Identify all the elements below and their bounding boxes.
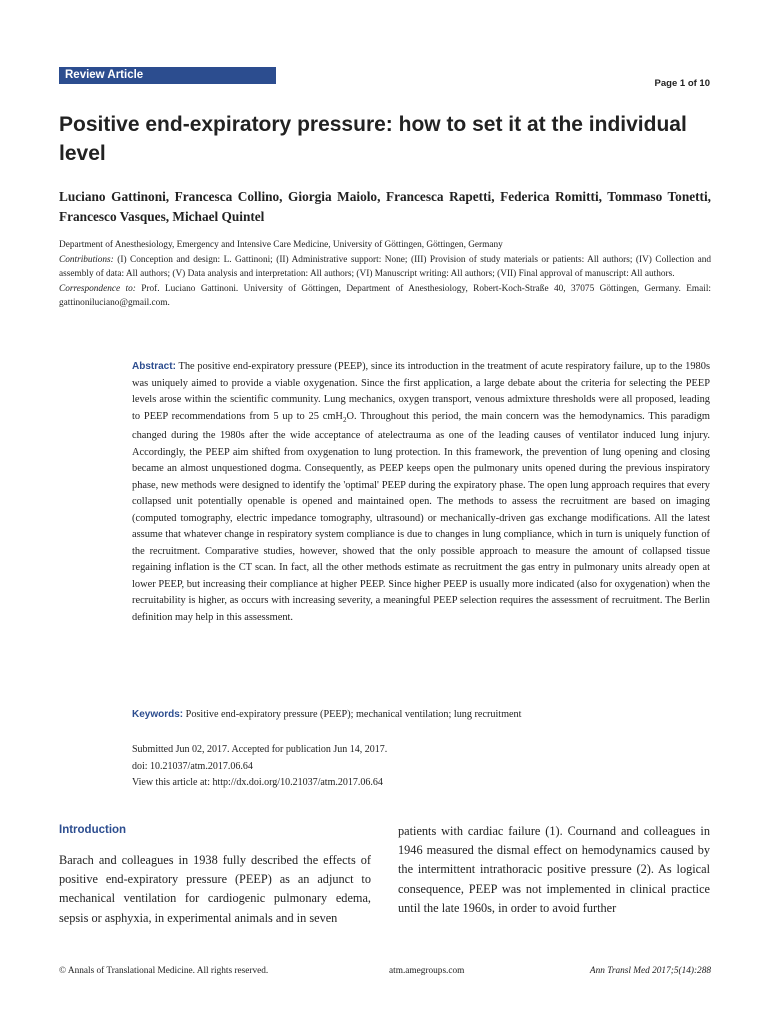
keywords-label: Keywords:: [132, 709, 184, 720]
keywords-text: Positive end-expiratory pressure (PEEP); mechanical ventilation; lung recruitment: [185, 709, 522, 720]
author-list: Luciano Gattinoni, Francesca Collino, Giorgia Maiolo, Francesca Rapetti, Federica Romitti, Tommaso Tonetti, Francesco Vasques, Michael Quintel: [59, 189, 711, 224]
page-number: Page 1 of 10: [654, 78, 710, 89]
copyright: © Annals of Translational Medicine. All rights reserved.: [59, 966, 269, 976]
abstract-text-2: O. Throughout this period, the main concern was the hemodynamics. This paradigm changed during the 1980s after the wide acceptance of atelectrauma as one of the leading causes of ventilator induced lung injury. Accordingly, the PEEP aim shifted from oxygenation to lung protection. In this framework, the prevention of lung opening and closing became an almost unquestioned dogma. Consequently, as PEEP keeps open the pulmonary units opened during the previous inspiratory phase, new methods were designed to identify the 'optimal' PEEP during the expiratory phase. The open lung approach requires that every collapsed unit potentially openable is opened and maintained open. The methods to assess the recruitment are based on imaging (computed tomography, electric impedance tomography, ultrasound) or mechanically-driven gas exchange modifications. All the latest assume that whatever change in respiratory system compliance is due to changes in lung compliance, which in turn is uniquely function of the recruitment. Comparative studies, however, showed that the only possible approach to measure the amount of collapsed tissue regaining inflation is the CT scan. In fact, all the other methods estimate as recruitment the gas entry in pulmonary units already open at lower PEEP, but increasing their compliance at higher PEEP. Since higher PEEP is usually more indicated (also for oxygenation) when the recruitability is higher, as occurs with increasing severity, a meaningful PEEP selection requires the assessment of recruitment. The Berlin definition may help in this assessment.: [132, 410, 710, 623]
journal-site-link[interactable]: atm.amegroups.com: [389, 966, 465, 976]
abstract-subscript: 2: [342, 415, 347, 424]
body-paragraph: patients with cardiac failure (1). Cournand and colleagues in 1946 measured the dismal effect on hemodynamics caused by the intermittent intrathoracic positive pressure (2). As logical consequence, PEEP was not implemented in clinical practice until the late 1960s, in order to avoid further: [398, 824, 710, 915]
article-link[interactable]: View this article at: http://dx.doi.org/10.21037/atm.2017.06.64: [132, 777, 383, 788]
correspondence-label: Correspondence to:: [59, 283, 136, 294]
body-column-left: [59, 851, 371, 928]
correspondence-text: Prof. Luciano Gattinoni. University of Göttingen, Department of Anesthesiology, Robert-Koch-Straße 40, 37075 Göttingen, Germany. Email: gattinoniluciano@gmail.com.: [59, 283, 711, 309]
article-type-badge: Review Article: [59, 67, 276, 84]
article-title: Positive end-expiratory pressure: how to set it at the individual level: [59, 113, 687, 165]
doi: doi: 10.21037/atm.2017.06.64: [132, 760, 253, 772]
abstract: [132, 359, 710, 626]
contributions: [59, 253, 711, 282]
body-column-right: [398, 822, 710, 918]
abstract-label: Abstract:: [132, 361, 176, 372]
keywords: [132, 708, 710, 722]
citation: Ann Transl Med 2017;5(14):288: [589, 966, 711, 976]
contributions-label: Contributions:: [59, 254, 114, 265]
submission-dates: Submitted Jun 02, 2017. Accepted for publication Jun 14, 2017.: [132, 744, 388, 755]
affiliation: Department of Anesthesiology, Emergency and Intensive Care Medicine, University of Göttingen, Göttingen, Germany: [59, 240, 503, 250]
page-footer: [59, 966, 711, 980]
abstract-text-1: The positive end-expiratory pressure (PEEP), since its introduction in the treatment of acute respiratory failure, up to the 1980s was uniquely aimed to provide a viable oxygenation. Since the first application, a large debate about the criteria for selecting the PEEP levels arose within the scientific community. Lung mechanics, oxygen transport, venous admixture thresholds were all proposed, leading to PEEP recommendations from 5 up to 25 cmH: [132, 361, 710, 422]
affiliation-block: [59, 238, 711, 311]
article-meta: [132, 742, 710, 792]
body-paragraph: Barach and colleagues in 1938 fully described the effects of positive end-expiratory pressure (PEEP) as an adjunct to mechanical ventilation for cardiogenic pulmonary edema, sepsis or asphyxia, in experimental animals and in seven: [59, 853, 371, 925]
correspondence: [59, 282, 711, 311]
contributions-text: (I) Conception and design: L. Gattinoni; (II) Administrative support: None; (III) Provision of study materials or patients: All authors; (IV) Collection and assembly of data: All authors; (V) Data analysis and interpretation: All authors; (VI) Manuscript writing: All authors; (VII) Final approval of manuscript: All authors.: [59, 254, 711, 280]
section-heading-introduction: Introduction: [59, 824, 127, 836]
